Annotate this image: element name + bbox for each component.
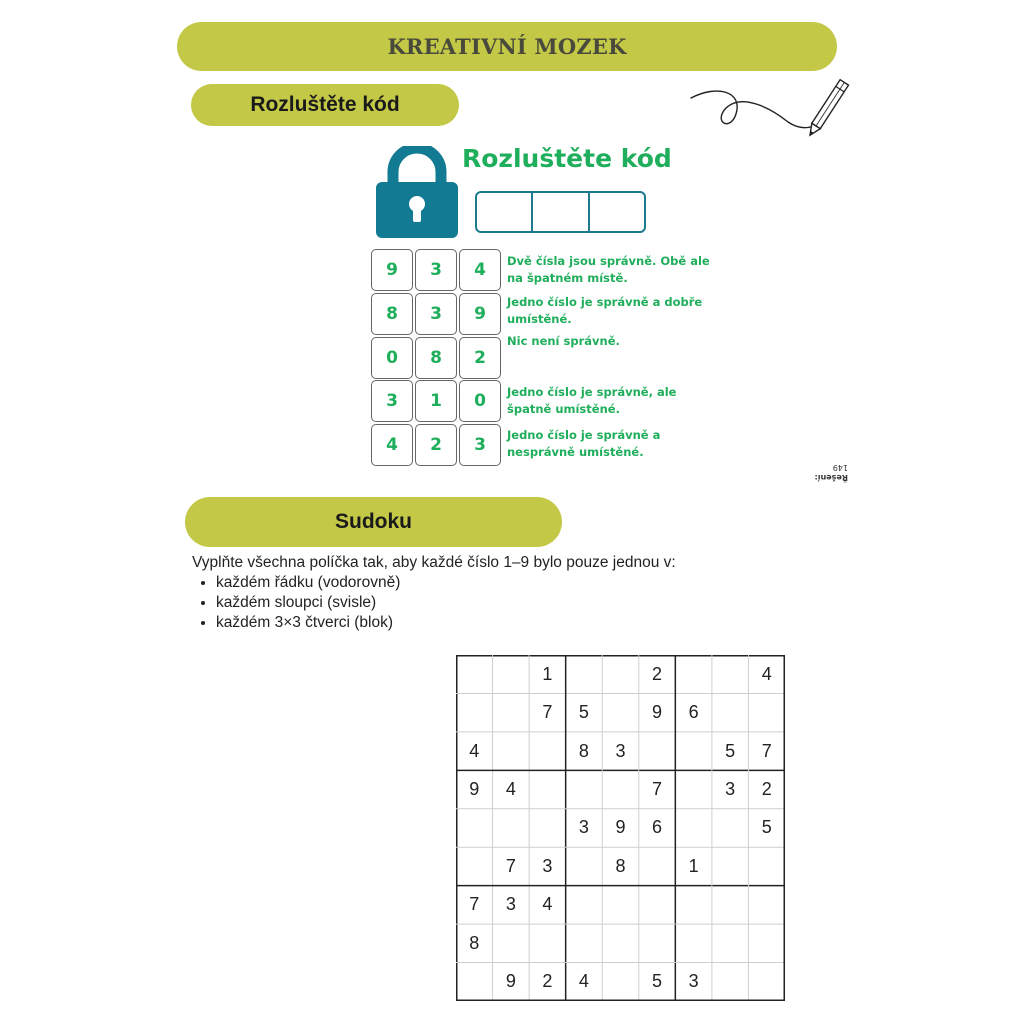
sudoku-cell[interactable]: [748, 886, 785, 924]
sudoku-cell[interactable]: 7: [505, 855, 516, 876]
sudoku-cell[interactable]: 3: [578, 817, 589, 838]
sudoku-rule: • každém sloupci (svisle): [216, 593, 792, 613]
sudoku-cell[interactable]: 2: [652, 663, 663, 684]
sudoku-cell[interactable]: 4: [469, 740, 480, 761]
sudoku-cell[interactable]: [566, 924, 603, 962]
clue-digit: 8: [415, 337, 457, 379]
sudoku-cell[interactable]: [675, 770, 712, 808]
sudoku-cell[interactable]: 1: [542, 663, 553, 684]
sudoku-cell[interactable]: [712, 963, 749, 1001]
clue-digit: 9: [371, 249, 413, 291]
sudoku-cell[interactable]: [602, 886, 639, 924]
sudoku-cell[interactable]: [456, 963, 493, 1001]
sudoku-cell[interactable]: 6: [652, 817, 663, 838]
sudoku-cell[interactable]: [639, 732, 676, 770]
clue-digit: 9: [459, 293, 501, 335]
sudoku-cell[interactable]: 9: [652, 702, 663, 723]
sudoku-cell[interactable]: [456, 693, 493, 731]
sudoku-cell[interactable]: [529, 770, 566, 808]
sudoku-cell[interactable]: 5: [761, 817, 772, 838]
title-banner: [177, 22, 837, 71]
sudoku-cell[interactable]: [639, 886, 676, 924]
sudoku-cell[interactable]: [639, 847, 676, 885]
sudoku-cell[interactable]: 4: [761, 663, 772, 684]
sudoku-cell[interactable]: [639, 924, 676, 962]
sudoku-cell[interactable]: [712, 655, 749, 693]
code-answer-box[interactable]: [477, 193, 533, 231]
sudoku-cell[interactable]: 8: [578, 740, 589, 761]
sudoku-cell[interactable]: [493, 924, 530, 962]
answer-note: [808, 462, 848, 482]
clue-digit: 3: [415, 249, 457, 291]
clue-text: Nic není správně.: [507, 334, 620, 348]
sudoku-cell[interactable]: [456, 655, 493, 693]
sudoku-cell[interactable]: 5: [578, 702, 589, 723]
sudoku-cell[interactable]: 1: [688, 855, 699, 876]
page-title: KREATIVNÍ MOZEK: [387, 34, 627, 59]
clue-digit: 2: [459, 337, 501, 379]
sudoku-cell[interactable]: 2: [542, 971, 553, 992]
answer-label: Řešení:: [814, 473, 848, 482]
clue-digit: 4: [371, 424, 413, 466]
clue-text: Jedno číslo je správně a dobře umístěné.: [507, 295, 703, 326]
sudoku-cell[interactable]: 7: [652, 779, 663, 800]
sudoku-cell[interactable]: 4: [505, 779, 516, 800]
sudoku-cell[interactable]: [529, 809, 566, 847]
sudoku-cell[interactable]: [566, 886, 603, 924]
clue-digit: 0: [371, 337, 413, 379]
code-section-title: Rozluštěte kód: [250, 93, 400, 116]
clue-digit: 0: [459, 380, 501, 422]
code-answer-box[interactable]: [533, 193, 589, 231]
clue-digit: 1: [415, 380, 457, 422]
sudoku-cell[interactable]: 7: [761, 740, 772, 761]
clue-digit: 3: [415, 293, 457, 335]
code-answer-box[interactable]: [590, 193, 644, 231]
sudoku-cell[interactable]: [675, 886, 712, 924]
sudoku-cell[interactable]: [493, 693, 530, 731]
sudoku-cell[interactable]: 7: [469, 894, 480, 915]
sudoku-cell[interactable]: [748, 963, 785, 1001]
sudoku-rule: • každém řádku (vodorovně): [216, 573, 792, 593]
sudoku-cell[interactable]: [748, 693, 785, 731]
sudoku-cell[interactable]: [602, 924, 639, 962]
pencil-doodle-icon: [688, 70, 858, 140]
sudoku-cell[interactable]: [675, 809, 712, 847]
sudoku-cell[interactable]: 2: [761, 779, 772, 800]
sudoku-cell[interactable]: 8: [469, 932, 480, 953]
code-answer-boxes: [475, 191, 646, 233]
code-section-banner: [191, 84, 459, 126]
clue-text: Jedno číslo je správně, ale špatně umístěné.: [507, 385, 677, 416]
sudoku-cell[interactable]: [602, 963, 639, 1001]
sudoku-cell[interactable]: [566, 770, 603, 808]
sudoku-cell[interactable]: 3: [542, 855, 553, 876]
sudoku-cell[interactable]: [566, 655, 603, 693]
clue-text: Dvě čísla jsou správně. Obě ale na špatném místě.: [507, 254, 710, 285]
clue-digit: 8: [371, 293, 413, 335]
padlock-icon: [376, 146, 458, 238]
sudoku-cell[interactable]: [712, 693, 749, 731]
sudoku-cell[interactable]: [712, 847, 749, 885]
sudoku-cell[interactable]: [748, 847, 785, 885]
sudoku-cell[interactable]: [456, 847, 493, 885]
sudoku-rule: • každém 3×3 čtverci (blok): [216, 613, 792, 633]
clue-digit: 3: [459, 424, 501, 466]
sudoku-cell[interactable]: [566, 847, 603, 885]
sudoku-cell[interactable]: 7: [542, 702, 553, 723]
sudoku-cell[interactable]: 9: [505, 971, 516, 992]
clue-digit: 4: [459, 249, 501, 291]
sudoku-cell[interactable]: 9: [615, 817, 626, 838]
sudoku-cell[interactable]: [529, 924, 566, 962]
sudoku-cell[interactable]: [712, 809, 749, 847]
sudoku-cell[interactable]: 6: [688, 702, 699, 723]
sudoku-cell[interactable]: 3: [505, 894, 516, 915]
sudoku-cell[interactable]: 9: [469, 779, 480, 800]
clue-digit: 2: [415, 424, 457, 466]
sudoku-intro: Vyplňte všechna políčka tak, aby každé číslo 1–9 bylo pouze jednou v:: [192, 554, 676, 571]
sudoku-cell[interactable]: 5: [725, 740, 736, 761]
sudoku-cell[interactable]: [529, 732, 566, 770]
sudoku-cell[interactable]: [675, 655, 712, 693]
sudoku-cell[interactable]: 3: [725, 779, 736, 800]
sudoku-cell[interactable]: 8: [615, 855, 626, 876]
sudoku-cell[interactable]: [493, 732, 530, 770]
sudoku-instructions: [192, 553, 792, 633]
code-puzzle-heading: Rozluštěte kód: [462, 144, 672, 173]
clue-digit: 3: [371, 380, 413, 422]
sudoku-cell[interactable]: [602, 693, 639, 731]
sudoku-cell[interactable]: 4: [542, 894, 553, 915]
sudoku-cell[interactable]: 5: [652, 971, 663, 992]
sudoku-section-banner: [185, 497, 562, 547]
sudoku-cell[interactable]: 4: [578, 971, 589, 992]
sudoku-cell[interactable]: [675, 732, 712, 770]
sudoku-cell[interactable]: 3: [688, 971, 699, 992]
sudoku-cell[interactable]: [493, 809, 530, 847]
sudoku-cell[interactable]: [602, 770, 639, 808]
answer-value: 149: [832, 463, 848, 472]
clue-text: Jedno číslo je správně a nesprávně umístěné.: [507, 428, 661, 459]
sudoku-section-title: Sudoku: [335, 510, 412, 533]
sudoku-rules-list: [192, 573, 792, 633]
sudoku-cell[interactable]: [748, 924, 785, 962]
sudoku-cell[interactable]: [712, 886, 749, 924]
sudoku-cell[interactable]: [675, 924, 712, 962]
sudoku-cell[interactable]: [712, 924, 749, 962]
sudoku-cell[interactable]: [493, 655, 530, 693]
sudoku-cell[interactable]: [602, 655, 639, 693]
sudoku-grid: [456, 655, 785, 1001]
sudoku-cell[interactable]: [456, 809, 493, 847]
sudoku-cell[interactable]: 3: [615, 740, 626, 761]
